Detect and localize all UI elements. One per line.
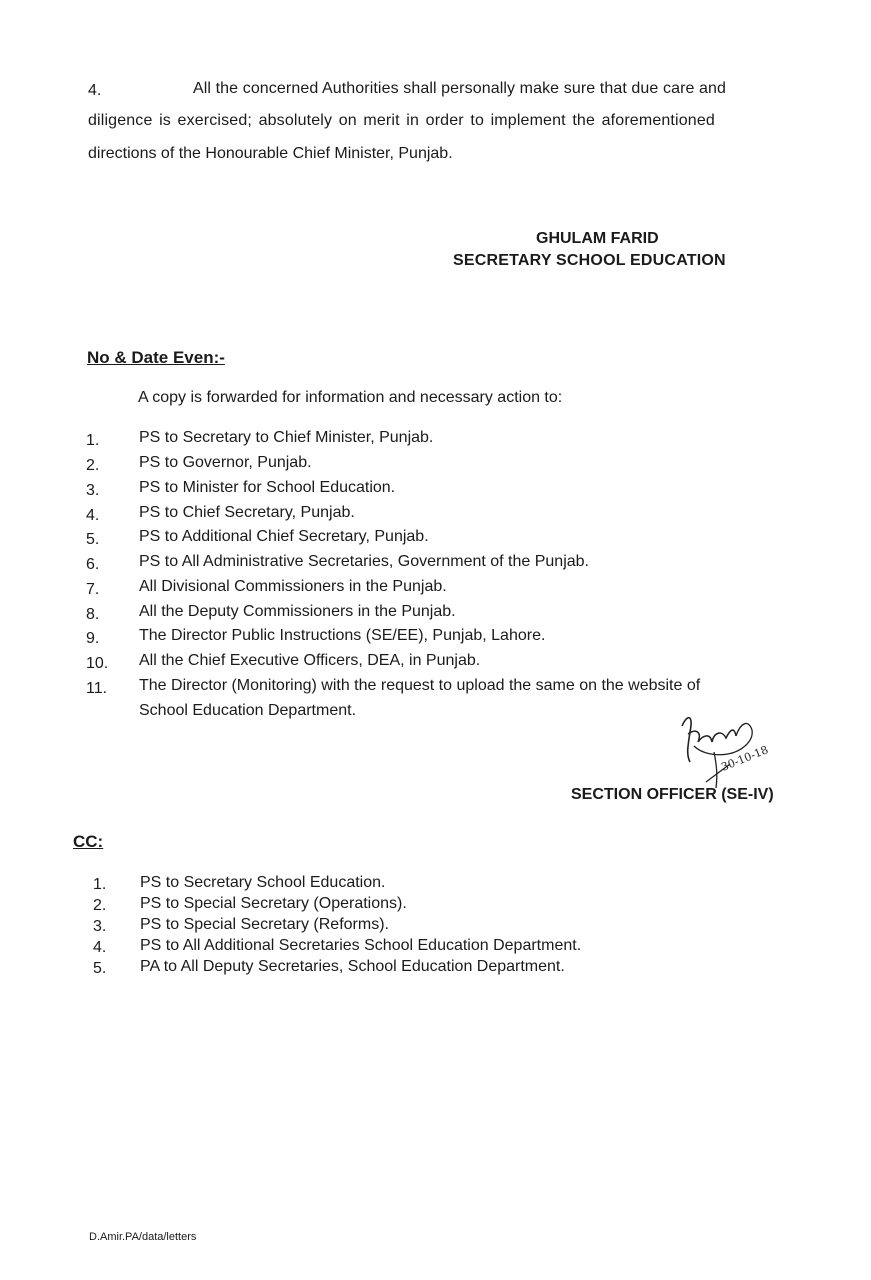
list-item-number: 5. <box>93 960 107 977</box>
list-item: All the Chief Executive Officers, DEA, in Punjab. <box>139 652 481 669</box>
list-item: All the Deputy Commissioners in the Punjab. <box>139 603 456 620</box>
paragraph-line: diligence is exercised; absolutely on merit in order to implement the aforementioned <box>88 112 715 129</box>
file-reference-footer: D.Amir.PA/data/letters <box>89 1231 197 1243</box>
list-item-number: 4. <box>86 507 100 524</box>
signatory-title: SECRETARY SCHOOL EDUCATION <box>453 252 726 269</box>
list-item: PS to Governor, Punjab. <box>139 454 312 471</box>
list-item-number: 7. <box>86 581 100 598</box>
list-item-number: 1. <box>93 876 107 893</box>
section-officer-signature: SECTION OFFICER (SE-IV) <box>571 786 774 803</box>
reference-heading: No & Date Even:- <box>87 348 225 367</box>
list-item-number: 9. <box>86 630 100 647</box>
list-item: PS to Minister for School Education. <box>139 479 396 496</box>
list-item-number: 1. <box>86 432 100 449</box>
cc-heading: CC: <box>73 832 104 851</box>
list-item-number: 3. <box>93 918 107 935</box>
list-item: PS to Secretary to Chief Minister, Punjab. <box>139 429 434 446</box>
list-item: PS to Secretary School Education. <box>140 874 386 891</box>
list-item: PS to Chief Secretary, Punjab. <box>139 504 355 521</box>
list-item: PS to Special Secretary (Operations). <box>140 895 407 912</box>
list-item: PS to All Additional Secretaries School Education Department. <box>140 937 582 954</box>
list-item: PS to Additional Chief Secretary, Punjab. <box>139 528 429 545</box>
handwritten-date: 30-10-18 <box>719 743 771 774</box>
list-item-number: 11. <box>86 680 108 697</box>
forwarding-intro: A copy is forwarded for information and necessary action to: <box>138 389 563 406</box>
paragraph-number: 4. <box>88 82 102 99</box>
list-item: All Divisional Commissioners in the Punjab. <box>139 578 447 595</box>
list-item-number: 2. <box>93 897 107 914</box>
list-item-number: 6. <box>86 556 100 573</box>
list-item-continuation: School Education Department. <box>139 702 357 719</box>
list-item-number: 4. <box>93 939 107 956</box>
list-item: The Director (Monitoring) with the request to upload the same on the website of <box>139 677 701 694</box>
paragraph-line: directions of the Honourable Chief Minister, Punjab. <box>88 145 453 162</box>
list-item: PS to All Administrative Secretaries, Government of the Punjab. <box>139 553 589 570</box>
list-item: PA to All Deputy Secretaries, School Education Department. <box>140 958 565 975</box>
handwritten-signature <box>668 702 788 792</box>
list-item-number: 10. <box>86 655 109 672</box>
paragraph-line: All the concerned Authorities shall personally make sure that due care and <box>193 80 727 97</box>
list-item-number: 8. <box>86 606 100 623</box>
list-item-number: 3. <box>86 482 100 499</box>
signatory-name: GHULAM FARID <box>536 230 659 247</box>
list-item: PS to Special Secretary (Reforms). <box>140 916 389 933</box>
list-item: The Director Public Instructions (SE/EE), Punjab, Lahore. <box>139 627 546 644</box>
list-item-number: 2. <box>86 457 100 474</box>
list-item-number: 5. <box>86 531 100 548</box>
